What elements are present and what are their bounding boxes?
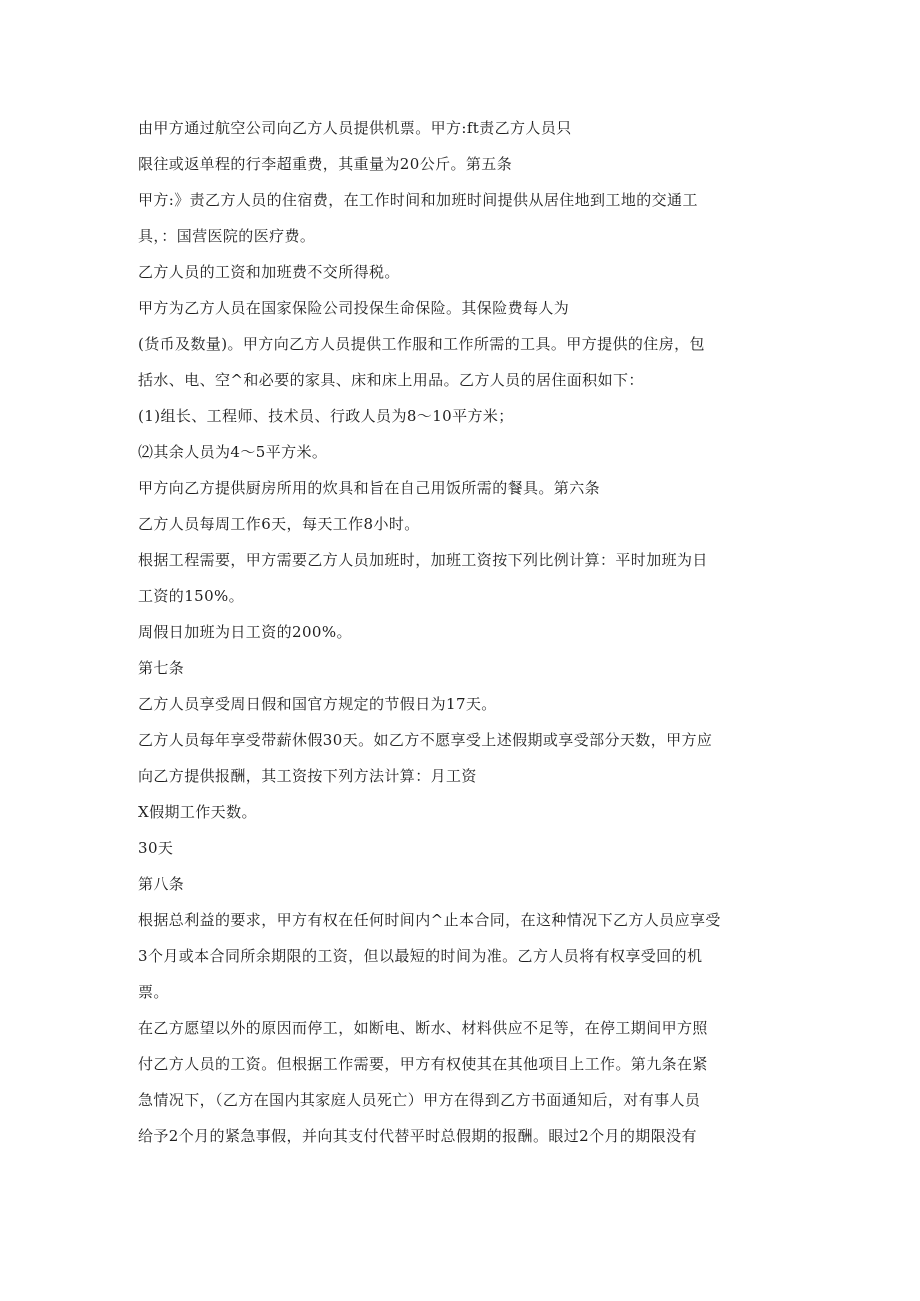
text-line: 票。 [138, 983, 169, 1001]
text-line: 甲方向乙方提供厨房所用的炊具和旨在自己用饭所需的餐具。第六条 [138, 479, 601, 497]
text-line: 乙方人员享受周日假和国官方规定的节假日为17天。 [138, 695, 497, 713]
text-line: 在乙方愿望以外的原因而停工，如断电、断水、材料供应不足等，在停工期间甲方照 [138, 1019, 708, 1037]
text-line: (1)组长、工程师、技术员、行政人员为8～10平方米； [138, 407, 514, 425]
text-line: 由甲方通过航空公司向乙方人员提供机票。甲方:ft责乙方人员只 [138, 119, 572, 137]
section-heading: 第七条 [138, 659, 185, 677]
text-line: 括水、电、空^和必要的家具、床和床上用品。乙方人员的居住面积如下： [138, 371, 644, 389]
text-line: 向乙方提供报酬，其工资按下列方法计算：月工资 [138, 767, 477, 785]
text-line: 甲方为乙方人员在国家保险公司投保生命保险。其保险费每人为 [138, 299, 570, 317]
text-line: 工资的150%。 [138, 587, 245, 605]
text-line: 付乙方人员的工资。但根据工作需要，甲方有权使其在其他项目上工作。第九条在紧 [138, 1055, 708, 1073]
text-line: (货币及数量)。甲方向乙方人员提供工作服和工作所需的工具。甲方提供的住房，包 [138, 335, 705, 353]
text-line: 具，：国营医院的医疗费。 [138, 227, 316, 245]
text-line: X假期工作天数。 [138, 803, 257, 821]
text-line: 3个月或本合同所余期限的工资，但以最短的时间为准。乙方人员将有权享受回的机 [138, 947, 703, 965]
text-line: 甲方:》责乙方人员的住宿费，在工作时间和加班时间提供从居住地到工地的交通工 [138, 191, 698, 209]
text-line: 限往或返单程的行李超重费，其重量为20公斤。第五条 [138, 155, 513, 173]
text-line: 周假日加班为日工资的200%。 [138, 623, 352, 641]
contract-text [138, 114, 783, 1150]
text-line: 根据工程需要，甲方需要乙方人员加班时，加班工资按下列比例计算：平时加班为日 [138, 551, 708, 569]
text-line: ⑵其余人员为4～5平方米。 [138, 443, 328, 461]
section-heading: 第八条 [138, 875, 185, 893]
text-line: 乙方人员每年享受带薪休假30天。如乙方不愿享受上述假期或享受部分天数，甲方应 [138, 731, 713, 749]
text-line: 30天 [138, 839, 174, 857]
text-line: 给予2个月的紧急事假，并向其支付代替平时总假期的报酬。眼过2个月的期限没有 [138, 1127, 697, 1145]
text-line: 乙方人员每周工作6天，每天工作8小时。 [138, 515, 420, 533]
text-line: 急情况下，（乙方在国内其家庭人员死亡）甲方在得到乙方书面通知后，对有事人员 [138, 1091, 701, 1109]
text-line: 根据总利益的要求，甲方有权在任何时间内^止本合同，在这种情况下乙方人员应享受 [138, 911, 721, 929]
text-line: 乙方人员的工资和加班费不交所得税。 [138, 263, 400, 281]
